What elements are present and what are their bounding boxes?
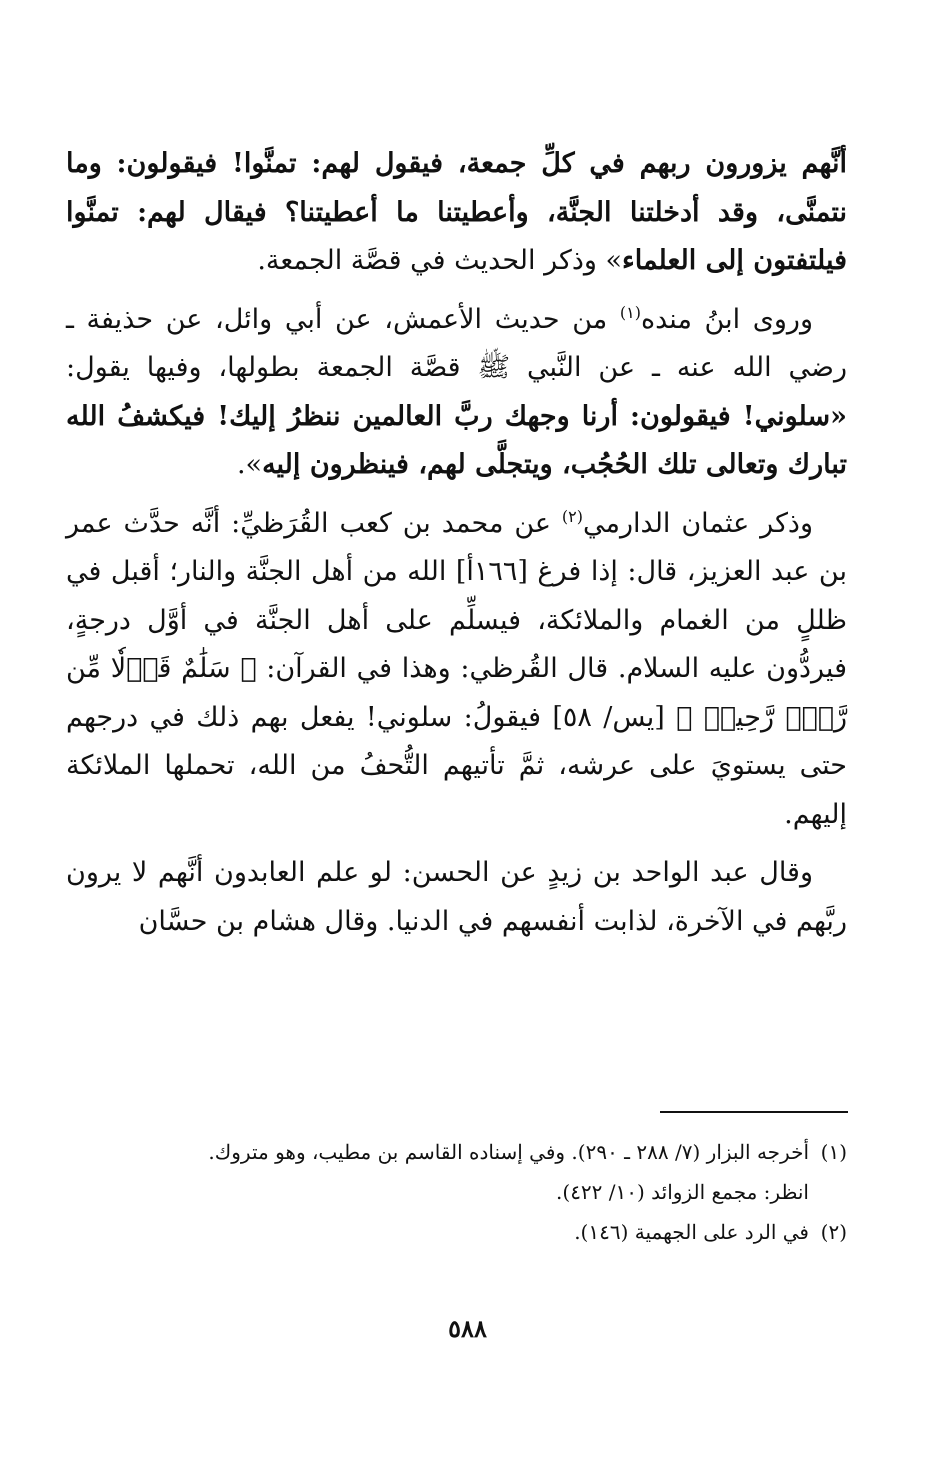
footnote-2 — [66, 1212, 847, 1252]
footnotes — [66, 1132, 847, 1252]
text-span: عن محمد بن كعب القُرَظيِّ: أنَّه حدَّث عمر بن عبد العزيز، قال: إذا فرغ [١٦٦أ] الله من أهل الجنَّة والنار؛ أقبل في ظللٍ من الغمام والملائكة، فيسلِّم على أهل الجنَّة في أوَّل درجةٍ، فيردُّون عليه السلام. قال القُرظي: وهذا في القرآن: ﴿ سَلَٰمٌ قَوۡلٗا مِّن رَّبّٖ رَّحِيمٖ ﴾ [يس/ ٥٨] فيقولُ: سلوني! يفعل بهم ذلك في درجهم حتى يستويَ على عرشه، ثمَّ تأتيهم التُّحفُ من الله، تحملها الملائكة إليهم. — [66, 507, 847, 830]
footnote-text: في الرد على الجهمية (١٤٦). — [574, 1220, 809, 1244]
main-text — [66, 140, 847, 956]
bold-quote: أنَّهم يزورون ربهم في كلِّ جمعة، فيقول لهم: تمنَّوا! فيقولون: وما نتمنَّى، وقد أدخلتنا الجنَّة، وأعطيتنا ما أعطيتنا؟ فيقال لهم: تمنَّوا فيلتفتون إلى العلماء — [66, 148, 847, 276]
text-span: ». — [236, 449, 263, 480]
text-span: وروى ابنُ منده — [640, 303, 814, 335]
paragraph-4 — [66, 849, 847, 946]
text-span: من حديث الأعمش، عن أبي وائل، عن حذيفة ـ رضي الله عنه ـ عن النَّبي ﷺ قصَّة الجمعة بطولها، وفيها يقول: — [66, 303, 847, 383]
footnote-number: (٢) — [820, 1220, 847, 1244]
paragraph-2 — [66, 296, 847, 490]
text-span: وذكر عثمان الدارمي — [583, 507, 813, 539]
paragraph-3 — [66, 500, 847, 840]
footnote-ref-1: (١) — [619, 302, 641, 322]
footnote-divider — [660, 1111, 848, 1113]
text-span: وقال عبد الواحد بن زيدٍ عن الحسن: لو علم العابدون أنَّهم لا يرون ربَّهم في الآخرة، لذابت أنفسهم في الدنيا. وقال هشام بن حسَّان — [66, 857, 847, 937]
text-span: » وذكر الحديث في قصَّة الجمعة. — [257, 245, 623, 276]
paragraph-1 — [66, 140, 847, 286]
footnote-number: (١) — [820, 1140, 847, 1164]
page-number: ٥٨٨ — [448, 1314, 487, 1343]
bold-quote: «سلوني! فيقولون: أرنا وجهك ربَّ العالمين ننظرُ إليك! فيكشفُ الله تبارك وتعالى تلك الحُجُب، ويتجلَّى لهم، فينظرون إليه — [66, 400, 847, 480]
footnote-1-continuation: انظر: مجمع الزوائد (١٠/ ٤٢٢). — [556, 1180, 809, 1204]
footnote-text: أخرجه البزار (٧/ ٢٨٨ ـ ٢٩٠). وفي إسناده القاسم بن مطيب، وهو متروك. — [208, 1140, 809, 1164]
footnote-1 — [66, 1132, 847, 1172]
footnote-ref-2: (٢) — [561, 506, 584, 526]
